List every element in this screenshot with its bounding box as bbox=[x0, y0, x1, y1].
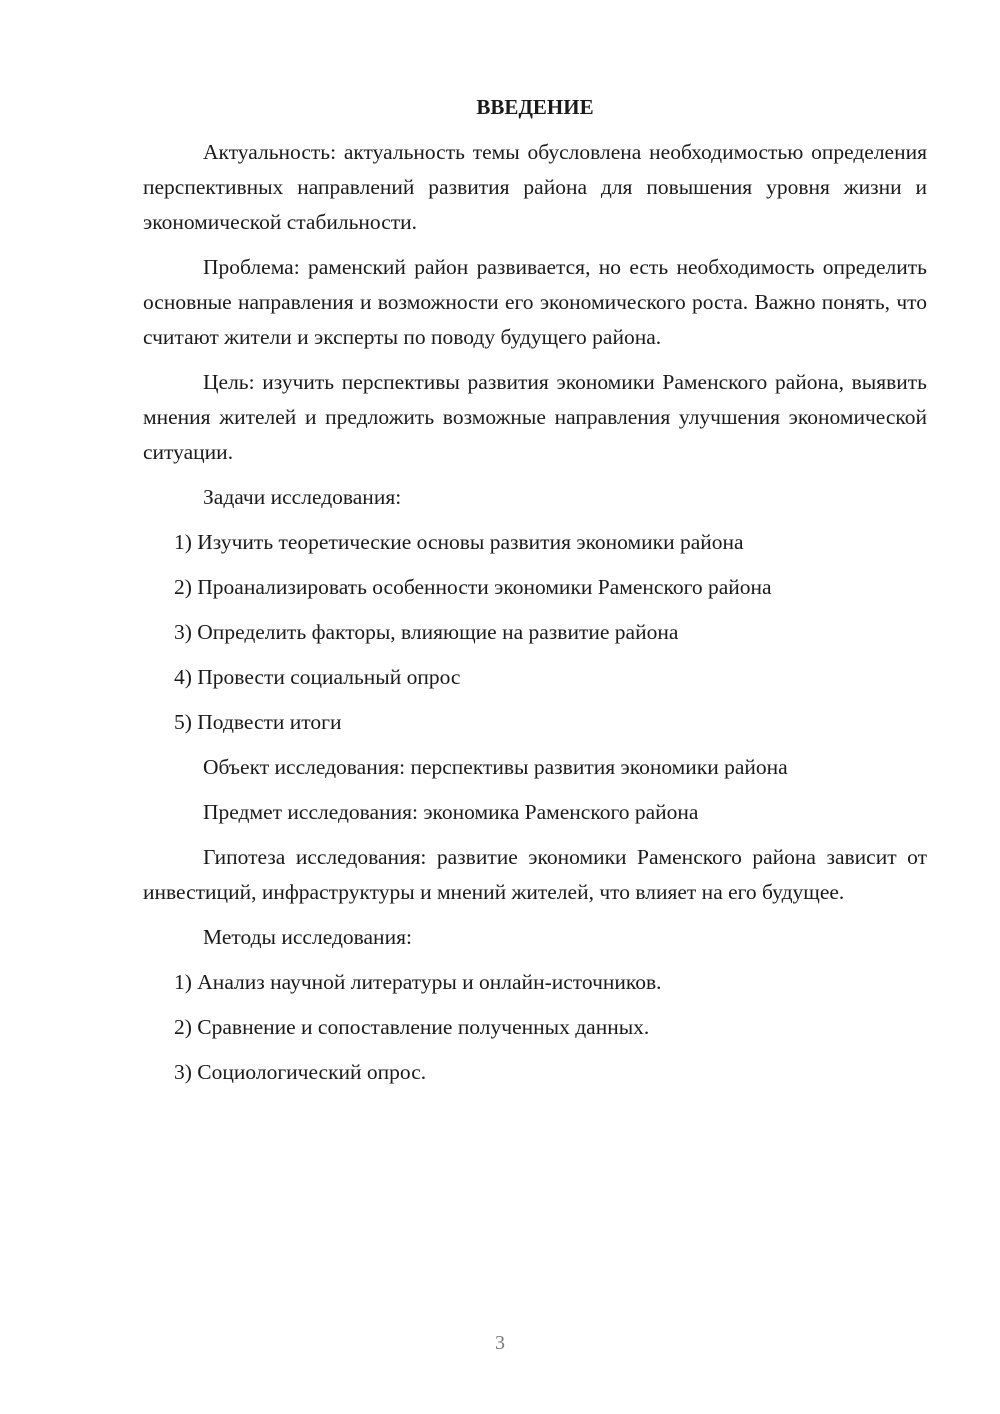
task-item-4: 4) Провести социальный опрос bbox=[174, 665, 461, 689]
tasks-heading: Задачи исследования: bbox=[203, 485, 402, 509]
method-item-3: 3) Социологический опрос. bbox=[174, 1060, 427, 1084]
subject-line: Предмет исследования: экономика Раменского района bbox=[203, 800, 699, 824]
task-item-2: 2) Проанализировать особенности экономики Раменского района bbox=[174, 575, 772, 599]
hypothesis-paragraph: Гипотеза исследования: развитие экономики Раменского района зависит от инвестиций, инфраструктуры и мнений жителей, что влияет на его будущее. bbox=[143, 845, 927, 904]
problem-paragraph: Проблема: раменский район развивается, но есть необходимость определить основные направления и возможности его экономического роста. Важно понять, что считают жители и эксперты по поводу будущего района. bbox=[143, 255, 927, 349]
methods-list bbox=[143, 965, 927, 1090]
tasks-list bbox=[143, 525, 927, 740]
method-item-2: 2) Сравнение и сопоставление полученных данных. bbox=[174, 1015, 650, 1039]
object-line: Объект исследования: перспективы развития экономики района bbox=[203, 755, 788, 779]
task-item-1: 1) Изучить теоретические основы развития экономики района bbox=[174, 530, 744, 554]
document-page bbox=[143, 90, 927, 1100]
relevance-paragraph: Актуальность: актуальность темы обусловлена необходимостью определения перспективных направлений развития района для повышения уровня жизни и экономической стабильности. bbox=[143, 140, 927, 234]
document-title: ВВЕДЕНИЕ bbox=[476, 95, 594, 119]
goal-paragraph: Цель: изучить перспективы развития экономики Раменского района, выявить мнения жителей и предложить возможные направления улучшения экономической ситуации. bbox=[143, 370, 927, 464]
methods-heading: Методы исследования: bbox=[203, 925, 412, 949]
task-item-3: 3) Определить факторы, влияющие на развитие района bbox=[174, 620, 679, 644]
task-item-5: 5) Подвести итоги bbox=[174, 710, 342, 734]
page-number: 3 bbox=[495, 1332, 505, 1354]
method-item-1: 1) Анализ научной литературы и онлайн-источников. bbox=[174, 970, 662, 994]
